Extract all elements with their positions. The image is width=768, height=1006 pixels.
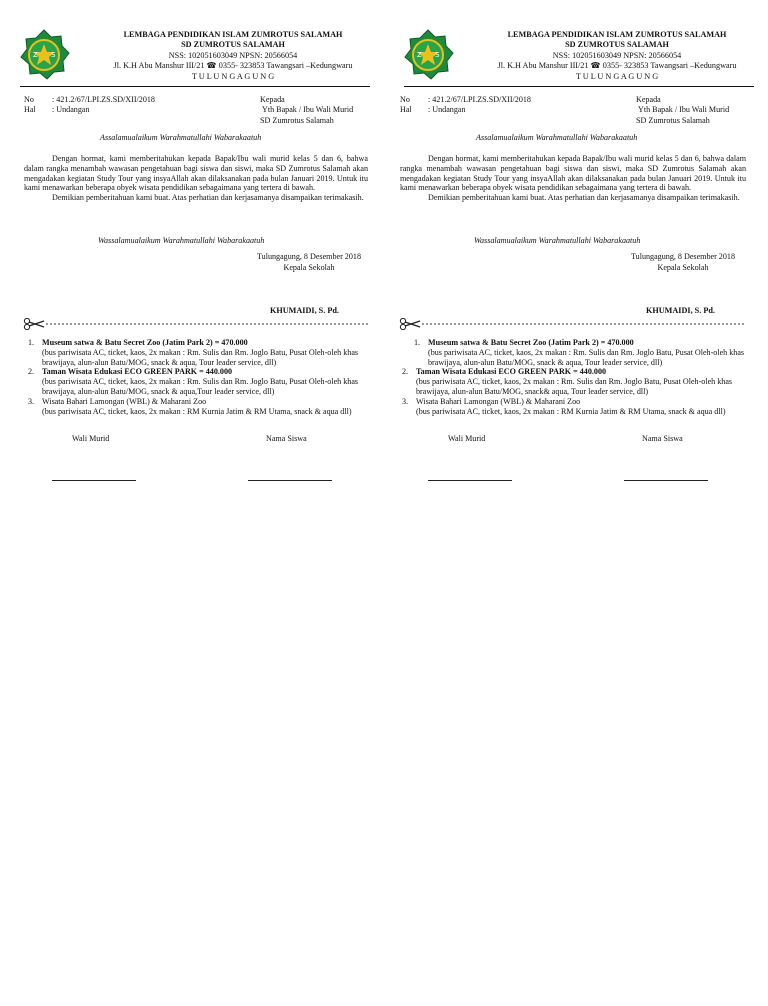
header-rule — [404, 86, 754, 87]
item-number: 2. — [402, 367, 409, 377]
wali-signature-line — [52, 480, 136, 481]
scissors-cut-line-icon — [22, 318, 370, 330]
wali-signature-line — [428, 480, 512, 481]
school-address: Jl. K.H Abu Manshur III/21 ☎ 0355- 323853 Tawangsari –Kedungwaru — [497, 61, 737, 71]
item-title: Museum satwa & Batu Secret Zoo (Jatim Park 2) = 470.000 — [42, 338, 248, 347]
wali-murid-label: Wali Murid — [448, 434, 486, 443]
recipient-line: Yth Bapak / Ibu Wali Murid — [262, 105, 354, 115]
no-value: : 421.2/67/LPI.ZS.SD/XII/2018 — [428, 95, 531, 104]
nama-siswa-label: Nama Siswa — [266, 434, 307, 443]
item-detail: (bus pariwisata AC, ticket, kaos, 2x makan : Rm. Sulis dan Rm. Joglo Batu, Pusat Oleh-oleh khas brawijaya, alun-alun Batu/MOG, snack & aqua, Tour leader service, dll) — [428, 347, 745, 367]
letter-date: Tulungagung, 8 Desember 2018 — [630, 252, 735, 261]
school-name: SD ZUMROTUS SALAMAH — [565, 40, 669, 50]
signer-position: Kepala Sekolah — [657, 262, 709, 272]
hal-value: : Undangan — [428, 105, 466, 115]
item-number: 1. — [28, 338, 35, 347]
date-block — [620, 252, 746, 273]
item-title: Museum satwa & Batu Secret Zoo (Jatim Park 2) = 470.000 — [428, 338, 634, 347]
signer-name: KHUMAIDI, S. Pd. — [646, 306, 715, 315]
school-city: T U L U N G A G U N G — [575, 71, 659, 81]
recipient-line: SD Zumrotus Salamah — [260, 115, 334, 125]
letter-body — [400, 154, 746, 203]
wali-murid-label: Wali Murid — [72, 434, 110, 443]
nama-siswa-label: Nama Siswa — [642, 434, 683, 443]
date-block — [246, 252, 372, 273]
header-rule — [20, 86, 370, 87]
recipient-line: SD Zumrotus Salamah — [636, 115, 710, 125]
item-number: 1. — [414, 338, 421, 347]
hal-label: Hal — [24, 105, 36, 115]
svg-text:Z: Z — [417, 51, 422, 59]
list-item — [402, 367, 746, 396]
paragraph: Demikian pemberitahuan kami buat. Atas perhatian dan kerjasamanya disampaikan terimakasih. — [428, 193, 740, 203]
letterhead — [88, 30, 378, 82]
letter-left — [0, 0, 374, 500]
item-number: 3. — [402, 396, 409, 406]
item-title: Wisata Bahari Lamongan (WBL) & Maharani Zoo — [42, 396, 207, 406]
tour-options-list — [402, 338, 746, 416]
item-number: 2. — [28, 367, 35, 377]
siswa-signature-line — [248, 480, 332, 481]
item-title: Taman Wisata Edukasi ECO GREEN PARK = 440.000 — [42, 367, 233, 377]
institution-name: LEMBAGA PENDIDIKAN ISLAM ZUMROTUS SALAMAH — [507, 30, 727, 39]
item-title: Wisata Bahari Lamongan (WBL) & Maharani Zoo — [416, 396, 581, 406]
signer-position: Kepala Sekolah — [283, 262, 335, 272]
scissors-cut-line-icon — [398, 318, 746, 330]
item-detail: (bus pariwisata AC, ticket, kaos, 2x makan : RM Kurnia Jatim & RM Utama, snack & aqua dll) — [42, 406, 352, 416]
paragraph: Dengan hormat, kami memberitahukan kepada Bapak/Ibu wali murid kelas 5 dan 6, bahwa dalam rangka menambah wawasan pengetahuan bagi siswa dan siswi, maka SD Zumrotus Salamah akan mengadakan kegiatan Study Tour yang insyaAllah akan dilaksanakan pada bulan Januari 2019. Untuk itu kami menawarkan beberapa obyek wisata pendidikan sebagaimana yang tertera di bawah. — [24, 154, 368, 193]
letter-body — [24, 154, 368, 203]
signer-name: KHUMAIDI, S. Pd. — [270, 306, 339, 315]
item-detail: (bus pariwisata AC, ticket, kaos, 2x makan : Rm. Sulis dan Rm. Joglo Batu, Pusat Oleh-oleh khas brawijaya, alun-alun Batu/MOG, snack& aqua, Tour leader service, dll) — [416, 377, 733, 396]
hal-label: Hal — [400, 105, 412, 115]
item-number: 3. — [28, 396, 35, 406]
letter-meta — [400, 95, 531, 116]
recipient-line: Yth Bapak / Ibu Wali Murid — [638, 105, 730, 115]
school-logo-icon — [18, 28, 70, 82]
closing: Wassalamualaikum Warahmatullahi Wabarakaatuh — [98, 236, 265, 245]
school-ids: NSS: 102051603049 NPSN: 20566054 — [168, 50, 298, 60]
school-name: SD ZUMROTUS SALAMAH — [181, 40, 285, 50]
letter-right — [384, 0, 758, 500]
school-ids: NSS: 102051603049 NPSN: 20566054 — [552, 50, 682, 60]
item-detail: (bus pariwisata AC, ticket, kaos, 2x makan : Rm. Sulis dan Rm. Joglo Batu, Pusat Oleh-oleh khas brawijaya, alun-alun Batu/MOG, snack & aqua,Tour leader service, dll) — [42, 377, 359, 396]
tour-options-list — [28, 338, 370, 416]
no-label: No — [24, 95, 34, 104]
school-logo-icon — [402, 28, 454, 82]
svg-text:S: S — [51, 51, 56, 59]
greeting: Assalamualaikum Warahmatullahi Wabarakaatuh — [100, 133, 262, 142]
hal-value: : Undangan — [52, 105, 90, 115]
school-address: Jl. K.H Abu Manshur III/21 ☎ 0355- 323853 Tawangsari –Kedungwaru — [113, 61, 353, 71]
list-item — [28, 397, 370, 417]
siswa-signature-line — [624, 480, 708, 481]
recipient-line: Kepada — [636, 95, 661, 104]
recipient — [260, 95, 353, 126]
greeting: Assalamualaikum Warahmatullahi Wabarakaatuh — [476, 133, 638, 142]
paragraph: Dengan hormat, kami memberitahukan kepada Bapak/Ibu wali murid kelas 5 dan 6, bahwa dalam rangka menambah wawasan pengetahuan bagi siswa dan siswi, maka SD Zumrotus Salamah akan mengadakan kegiatan Study Tour yang insyaAllah akan dilaksanakan pada bulan Januari 2019. Untuk itu kami menawarkan beberapa obyek wisata pendidikan sebagaimana yang tertera di bawah. — [400, 154, 746, 193]
item-detail: (bus pariwisata AC, ticket, kaos, 2x makan : RM Kurnia Jatim & RM Utama, snack & aqua dll) — [416, 406, 726, 416]
svg-text:Z: Z — [33, 51, 38, 59]
list-item — [28, 367, 370, 396]
letter-date: Tulungagung, 8 Desember 2018 — [256, 252, 361, 261]
list-item — [28, 338, 370, 367]
paragraph: Demikian pemberitahuan kami buat. Atas perhatian dan kerjasamanya disampaikan terimakasih. — [52, 193, 364, 203]
no-value: : 421.2/67/LPI.ZS.SD/XII/2018 — [52, 95, 155, 104]
recipient-line: Kepada — [260, 95, 285, 104]
no-label: No — [400, 95, 410, 104]
recipient — [636, 95, 729, 126]
item-title: Taman Wisata Edukasi ECO GREEN PARK = 440.000 — [416, 367, 607, 377]
item-detail: (bus pariwisata AC, ticket, kaos, 2x makan : Rm. Sulis dan Rm. Joglo Batu, Pusat Oleh-oleh khas brawijaya, alun-alun Batu/MOG, snack & aqua, Tour leader service, dll) — [42, 347, 359, 367]
letterhead — [472, 30, 762, 82]
institution-name: LEMBAGA PENDIDIKAN ISLAM ZUMROTUS SALAMAH — [123, 30, 343, 39]
school-city: T U L U N G A G U N G — [191, 71, 275, 81]
list-item — [414, 338, 746, 367]
closing: Wassalamualaikum Warahmatullahi Wabarakaatuh — [474, 236, 641, 245]
svg-text:S: S — [435, 51, 440, 59]
list-item — [402, 397, 746, 417]
letter-meta — [24, 95, 155, 116]
